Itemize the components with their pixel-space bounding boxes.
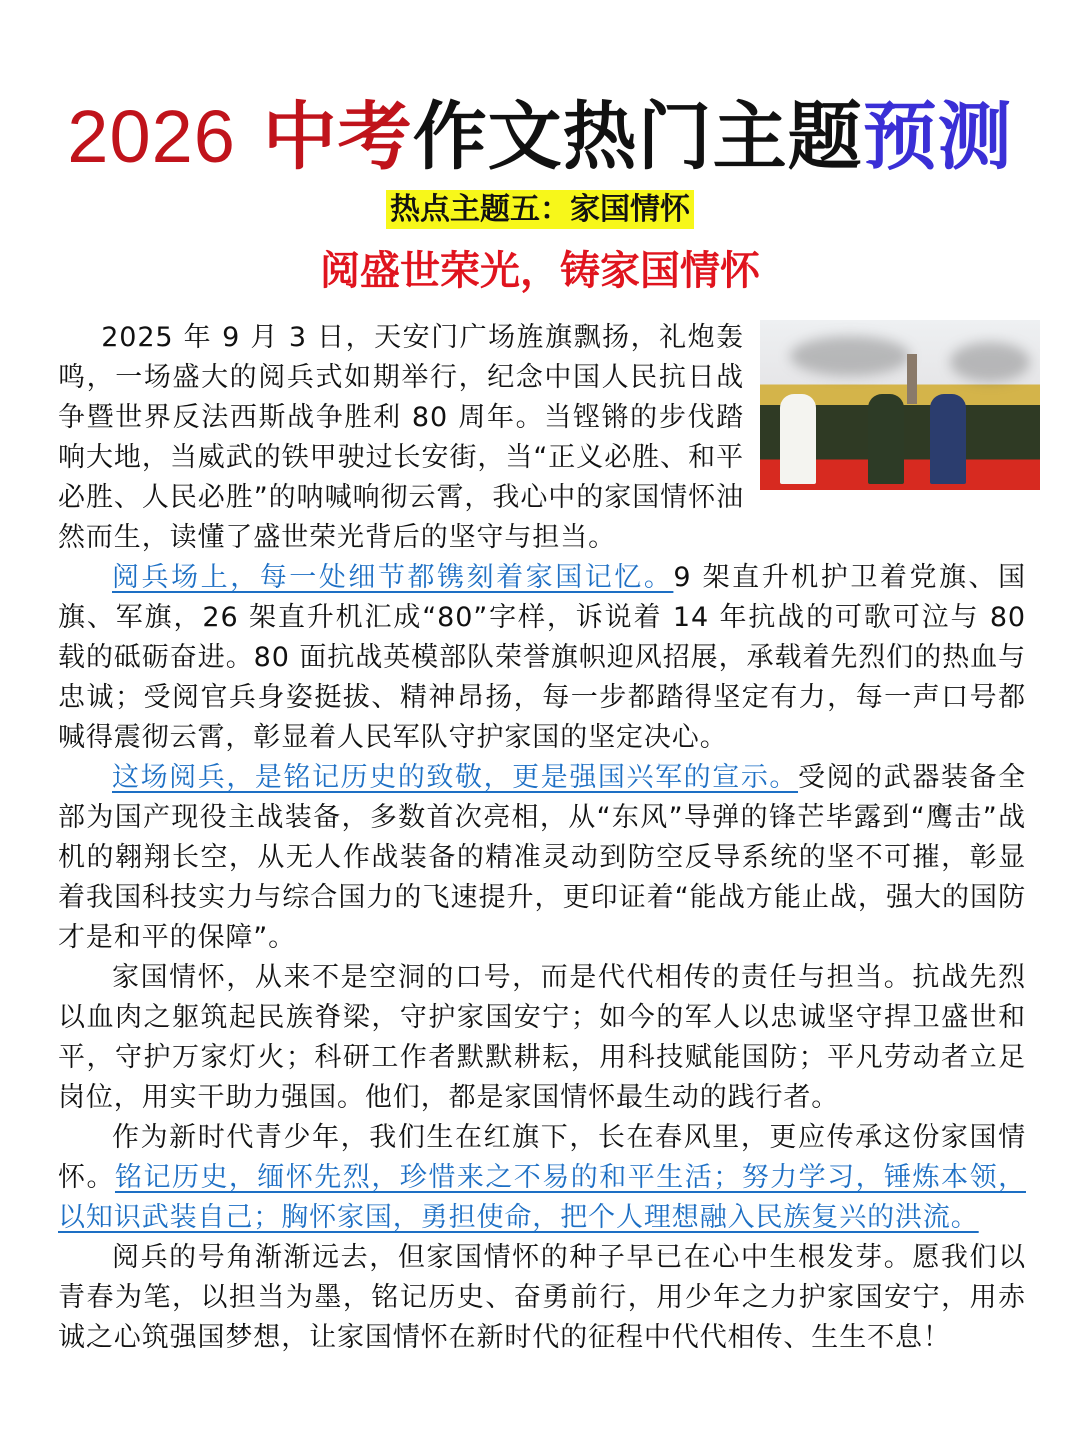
paragraph-text: 家国情怀，从来不是空洞的口号，而是代代相传的责任与担当。抗战先烈以血肉之躯筑起民族脊梁，守护家国安宁；如今的军人以忠诚坚守捍卫盛世和平，守护万家灯火；科研工作者默默耕耘，用科技赋能国防；平凡劳动者立足岗位，用实干助力强国。他们，都是家国情怀最生动的践行者。 [58, 962, 1026, 1113]
essay-body [58, 318, 1026, 1358]
paragraph-text: 作为新时代青少年，我们生在红旗下，长在春风里，更应传承这份家国情怀。 [58, 1122, 1026, 1193]
essay-headline: 阅盛世荣光，铸家国情怀 [320, 247, 760, 294]
paragraph-4 [58, 958, 1026, 1118]
paragraph-text: 受阅的武器装备全部为国产现役主战装备，多数首次亮相，从“东风”导弹的锋芒毕露到“鹰击”战机的翱翔长空，从无人作战装备的精准灵动到防空反导系统的坚不可摧，彰显着我国科技实力与综合国力的飞速提升，更印证着“能战方能止战，强大的国防才是和平的保障”。 [58, 762, 1026, 953]
subtitle [0, 190, 1080, 230]
paragraph-text: 阅兵的号角渐渐远去，但家国情怀的种子早已在心中生根发芽。愿我们以青春为笔，以担当为墨，铭记历史、奋勇前行，用少年之力护家国安宁，用赤诚之心筑强国梦想，让家国情怀在新时代的征程中代代相传、生生不息！ [58, 1242, 1026, 1353]
photo-soldier [930, 394, 966, 484]
paragraph-5 [58, 1118, 1026, 1238]
photo-soldier [868, 394, 904, 484]
photo-monument [907, 354, 917, 404]
paragraph-3 [58, 758, 1026, 958]
page-title [0, 92, 1080, 182]
photo-smoke [950, 342, 1030, 382]
paragraph-text: 2025 年 9 月 3 日，天安门广场旌旗飘扬，礼炮轰鸣，一场盛大的阅兵式如期举行，纪念中国人民抗日战争暨世界反法西斯战争胜利 80 周年。当铿锵的步伐踏响大地，当威武的铁甲驶过长安街，当“正义必胜、和平必胜、人民必胜”的呐喊响彻云霄，我心中的家国情怀油然而生，读懂了盛世荣光背后的坚守与担当。 [58, 322, 744, 553]
paragraph-1 [58, 318, 1026, 558]
paragraph-text: 9 架直升机护卫着党旗、国旗、军旗，26 架直升机汇成“80”字样，诉说着 14 年抗战的可歌可泣与 80 载的砥砺奋进。80 面抗战英模部队荣誉旗帜迎风招展，承载着先烈们的热血与忠诚；受阅官兵身姿挺拔、精神昂扬，每一步都踏得坚定有力，每一声口号都喊得震彻云霄，彰显着人民军队守护家国的坚定决心。 [58, 562, 1026, 753]
paragraph-2 [58, 558, 1026, 758]
highlighted-sentence: 铭记历史，缅怀先烈，珍惜来之不易的和平生活；努力学习，锤炼本领，以知识武装自己；胸怀家国，勇担使命，把个人理想融入民族复兴的洪流。 [58, 1162, 1026, 1233]
photo-soldier [780, 394, 816, 484]
photo-smoke [790, 336, 910, 376]
title-blue-part: 预测 [862, 94, 1013, 180]
parade-photo [760, 320, 1040, 490]
title-year: 2026 [67, 95, 236, 178]
highlighted-sentence: 阅兵场上，每一处细节都镌刻着家国记忆。 [112, 562, 674, 593]
title-black-part: 作文热门主题 [412, 94, 863, 180]
highlighted-sentence: 这场阅兵，是铭记历史的致敬，更是强国兴军的宣示。 [112, 762, 799, 793]
subtitle-highlight: 热点主题五：家国情怀 [386, 190, 694, 229]
title-red-part: 中考 [262, 94, 413, 180]
paragraph-6 [58, 1238, 1026, 1358]
